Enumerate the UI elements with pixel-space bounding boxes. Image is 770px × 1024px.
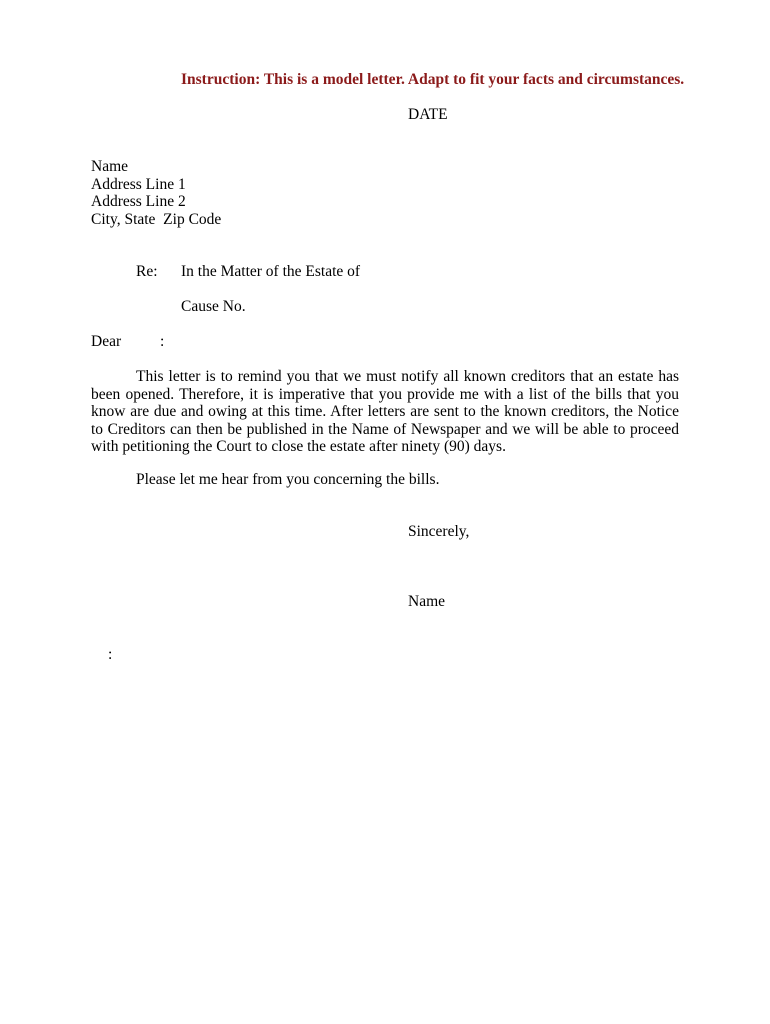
salutation-word: Dear <box>91 333 122 350</box>
recipient-city-state-zip: City, State Zip Code <box>91 210 222 228</box>
recipient-address-line-1: Address Line 1 <box>91 175 186 193</box>
reference-cause-number: Cause No. <box>181 298 246 315</box>
reference-matter: In the Matter of the Estate of <box>181 263 361 280</box>
instruction-note: Instruction: This is a model letter. Adapt to fit your facts and circumstances. <box>181 71 685 88</box>
letter-date: DATE <box>408 106 448 123</box>
recipient-address-block <box>91 158 221 228</box>
closing-paragraph: Please let me hear from you concerning the bills. <box>136 471 440 488</box>
recipient-address-line-2: Address Line 2 <box>91 193 186 210</box>
salutation-colon: : <box>160 333 165 350</box>
recipient-name: Name <box>91 158 129 175</box>
letter-body-paragraph: This letter is to remind you that we must notify all known creditors that an estate has been opened. Therefore, it is imperative that you provide me with a list of the bills that you know are due and owing at this time. After letters are sent to the known creditors, the Notice to Creditors can then be published in the Name of Newspaper and we will be able to proceed with petitioning the Court to close the estate after ninety (90) days. <box>91 368 679 455</box>
complimentary-closing: Sincerely, <box>408 523 470 540</box>
signer-name: Name <box>408 593 446 610</box>
trailing-colon: : <box>108 646 113 663</box>
reference-label: Re: <box>136 263 158 280</box>
